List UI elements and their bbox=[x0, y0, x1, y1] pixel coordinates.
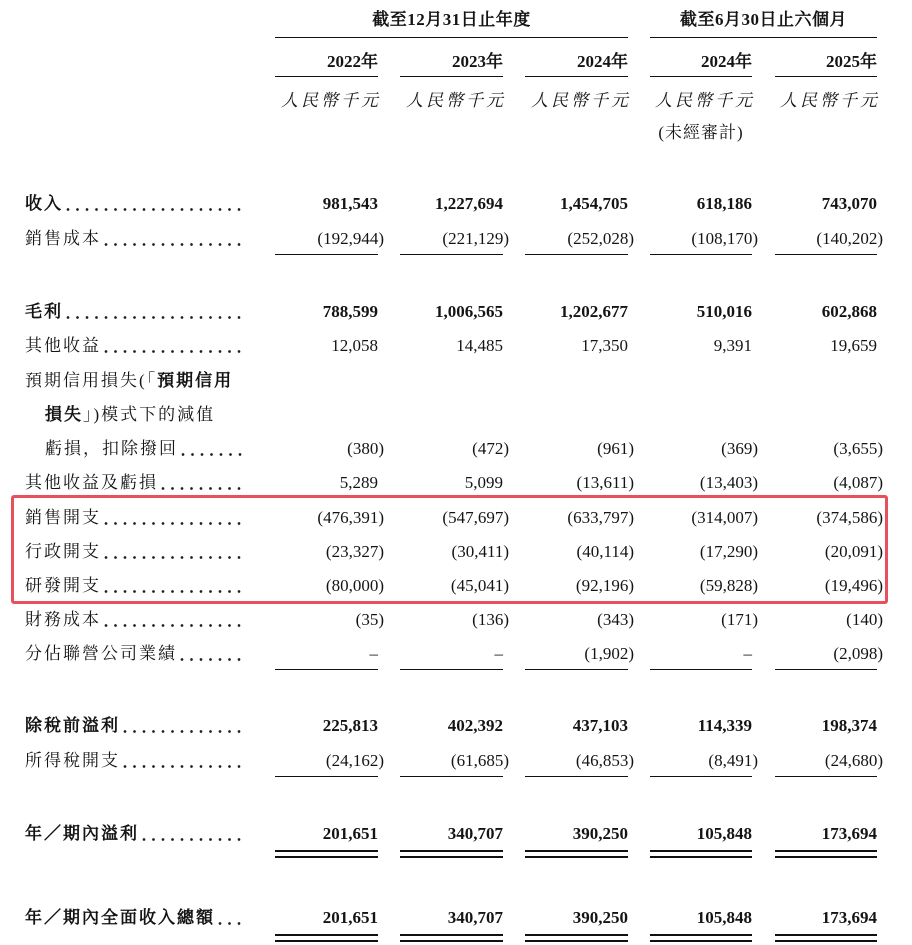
year-label: 2025年 bbox=[826, 52, 877, 71]
dot-leader bbox=[142, 822, 245, 846]
value-2025-interim bbox=[775, 574, 883, 598]
currency-label-2025-interim bbox=[775, 89, 880, 113]
value-2024-interim bbox=[650, 574, 758, 598]
row-label-text: 其他收益 bbox=[25, 336, 101, 355]
cell-value: 743,070 bbox=[821, 194, 877, 213]
row-label bbox=[25, 574, 245, 598]
value-2024 bbox=[525, 540, 634, 564]
cell-value: 1,227,694 bbox=[435, 194, 503, 213]
cell-value: (24,680) bbox=[824, 751, 883, 770]
value-2023 bbox=[400, 227, 509, 251]
value-2022 bbox=[275, 471, 378, 495]
row-label-defined-term: 損失 bbox=[45, 405, 83, 424]
unaudited-note: (未經審計) bbox=[658, 123, 744, 142]
row-label-text: 財務成本 bbox=[25, 610, 101, 629]
cell-value: (633,797) bbox=[567, 508, 634, 527]
row-other-gains-losses bbox=[0, 471, 912, 495]
dot-leader bbox=[104, 506, 245, 530]
value-2023 bbox=[400, 192, 503, 216]
row-label bbox=[25, 471, 245, 495]
year-label: 2024年 bbox=[577, 52, 628, 71]
currency-text: 人民幣千元 bbox=[780, 91, 880, 110]
value-2024-interim bbox=[650, 608, 758, 632]
cell-value: 510,016 bbox=[696, 302, 752, 321]
value-2025-interim bbox=[775, 471, 883, 495]
row-income-tax bbox=[0, 749, 912, 773]
value-2024 bbox=[525, 749, 634, 773]
value-2023 bbox=[400, 300, 503, 324]
dot-leader bbox=[104, 334, 245, 358]
cell-value: 1,006,565 bbox=[435, 302, 503, 321]
value-2024-interim bbox=[650, 506, 758, 530]
value-2024 bbox=[525, 608, 634, 632]
cell-value: – bbox=[369, 644, 378, 663]
dot-leader bbox=[66, 300, 245, 324]
cell-value: (369) bbox=[721, 439, 758, 458]
cell-value: – bbox=[494, 644, 503, 663]
value-2024 bbox=[525, 227, 634, 251]
year-label: 2022年 bbox=[327, 52, 378, 71]
row-label bbox=[25, 506, 245, 530]
value-2022 bbox=[275, 227, 384, 251]
value-2023 bbox=[400, 334, 503, 358]
cell-value: (30,411) bbox=[451, 542, 509, 561]
row-revenue bbox=[0, 192, 912, 216]
cell-value: 17,350 bbox=[581, 336, 628, 355]
value-2024 bbox=[525, 300, 628, 324]
value-2022 bbox=[275, 749, 384, 773]
value-2024 bbox=[525, 822, 628, 846]
value-2023 bbox=[400, 906, 503, 930]
cell-value: 788,599 bbox=[322, 302, 378, 321]
value-2024 bbox=[525, 574, 634, 598]
cell-value: (17,290) bbox=[699, 542, 758, 561]
row-label-text: 分佔聯營公司業績 bbox=[25, 644, 177, 663]
row-label-text: 研發開支 bbox=[25, 576, 101, 595]
row-gross-profit bbox=[0, 300, 912, 324]
row-label-text: 預期信用損失(「 bbox=[25, 371, 158, 390]
value-2024 bbox=[525, 192, 628, 216]
cell-value: – bbox=[743, 644, 752, 663]
row-label bbox=[45, 437, 245, 461]
row-label bbox=[25, 300, 245, 324]
currency-label-2022 bbox=[275, 89, 381, 113]
year-header-2023 bbox=[400, 50, 503, 74]
cell-value: (4,087) bbox=[833, 473, 883, 492]
row-share-of-associates bbox=[0, 642, 912, 666]
dot-leader bbox=[104, 227, 245, 251]
value-2024-interim bbox=[650, 714, 752, 738]
value-2025-interim bbox=[775, 192, 877, 216]
value-2025-interim bbox=[775, 608, 883, 632]
dot-leader bbox=[218, 906, 245, 930]
cell-value: 19,659 bbox=[830, 336, 877, 355]
cell-value: 402,392 bbox=[447, 716, 503, 735]
row-label-text: 」)模式下的減值 bbox=[83, 405, 216, 424]
row-other-income bbox=[0, 334, 912, 358]
value-2022 bbox=[275, 642, 378, 666]
cell-value: (221,129) bbox=[442, 229, 509, 248]
row-total-comprehensive-income bbox=[0, 906, 912, 930]
value-2024 bbox=[525, 642, 634, 666]
row-label bbox=[25, 334, 245, 358]
value-2024-interim bbox=[650, 906, 752, 930]
year-header-2024 bbox=[525, 50, 628, 74]
value-2022 bbox=[275, 822, 378, 846]
currency-text: 人民幣千元 bbox=[281, 91, 381, 110]
row-label bbox=[25, 906, 245, 930]
value-2024-interim bbox=[650, 300, 752, 324]
row-admin-expenses bbox=[0, 540, 912, 564]
cell-value: 225,813 bbox=[322, 716, 378, 735]
year-header-2025-interim bbox=[775, 50, 877, 74]
value-2025-interim bbox=[775, 227, 883, 251]
cell-value: (92,196) bbox=[575, 576, 634, 595]
cell-value: (140) bbox=[846, 610, 883, 629]
row-label bbox=[25, 192, 245, 216]
cell-value: (343) bbox=[597, 610, 634, 629]
cell-value: 105,848 bbox=[696, 824, 752, 843]
value-2023 bbox=[400, 642, 503, 666]
value-2023 bbox=[400, 437, 509, 461]
value-2022 bbox=[275, 334, 378, 358]
row-profit-for-period bbox=[0, 822, 912, 846]
value-2024 bbox=[525, 437, 634, 461]
currency-row bbox=[0, 89, 912, 113]
row-label-text: 銷售成本 bbox=[25, 229, 101, 248]
cell-value: 1,454,705 bbox=[560, 194, 628, 213]
cell-value: 9,391 bbox=[713, 336, 752, 355]
value-2025-interim bbox=[775, 714, 877, 738]
row-label-defined-term: 預期信用 bbox=[157, 371, 234, 390]
value-2024 bbox=[525, 506, 634, 530]
cell-value: (476,391) bbox=[317, 508, 384, 527]
cell-value: 173,694 bbox=[821, 908, 877, 927]
value-2022 bbox=[275, 300, 378, 324]
value-2024-interim bbox=[650, 822, 752, 846]
row-label bbox=[25, 608, 245, 632]
cell-value: 602,868 bbox=[821, 302, 877, 321]
cell-value: (192,944) bbox=[317, 229, 384, 248]
row-label bbox=[25, 540, 245, 564]
value-2024 bbox=[525, 334, 628, 358]
cell-value: 105,848 bbox=[696, 908, 752, 927]
cell-value: 390,250 bbox=[572, 908, 628, 927]
cell-value: (45,041) bbox=[450, 576, 509, 595]
value-2023 bbox=[400, 540, 509, 564]
row-label-text: 收入 bbox=[25, 194, 63, 213]
value-2022 bbox=[275, 506, 384, 530]
row-label-text: 虧損，扣除撥回 bbox=[45, 439, 178, 458]
year-header-2022 bbox=[275, 50, 378, 74]
value-2024 bbox=[525, 471, 634, 495]
row-label-text: 年／期內溢利 bbox=[25, 824, 139, 843]
currency-text: 人民幣千元 bbox=[655, 91, 755, 110]
cell-value: 618,186 bbox=[696, 194, 752, 213]
cell-value: 5,099 bbox=[464, 473, 503, 492]
currency-text: 人民幣千元 bbox=[531, 91, 631, 110]
cell-value: (80,000) bbox=[325, 576, 384, 595]
cell-value: 14,485 bbox=[456, 336, 503, 355]
cell-value: 173,694 bbox=[821, 824, 877, 843]
dot-leader bbox=[181, 437, 245, 461]
dot-leader bbox=[104, 574, 245, 598]
annual-period-header: 截至12月31日止年度 bbox=[275, 8, 628, 32]
row-label bbox=[25, 642, 245, 666]
row-label bbox=[25, 822, 245, 846]
year-header-2024-interim bbox=[650, 50, 752, 74]
cell-value: (140,202) bbox=[816, 229, 883, 248]
row-label-text: 其他收益及虧損 bbox=[25, 473, 158, 492]
value-2025-interim bbox=[775, 822, 877, 846]
row-label-text: 行政開支 bbox=[25, 542, 101, 561]
cell-value: (108,170) bbox=[691, 229, 758, 248]
cell-value: (46,853) bbox=[575, 751, 634, 770]
dot-leader bbox=[123, 714, 245, 738]
value-2025-interim bbox=[775, 749, 883, 773]
value-2025-interim bbox=[775, 334, 877, 358]
cell-value: (13,611) bbox=[576, 473, 634, 492]
value-2025-interim bbox=[775, 642, 883, 666]
value-2023 bbox=[400, 608, 509, 632]
cell-value: (1,902) bbox=[584, 644, 634, 663]
row-label-text: 所得稅開支 bbox=[25, 751, 120, 770]
cell-value: (374,586) bbox=[816, 508, 883, 527]
cell-value: 198,374 bbox=[821, 716, 877, 735]
dot-leader bbox=[123, 749, 245, 773]
cell-value: (23,327) bbox=[325, 542, 384, 561]
cell-value: (171) bbox=[721, 610, 758, 629]
row-label bbox=[45, 403, 245, 427]
value-2022 bbox=[275, 540, 384, 564]
row-label bbox=[25, 227, 245, 251]
cell-value: (2,098) bbox=[833, 644, 883, 663]
cell-value: (136) bbox=[472, 610, 509, 629]
cell-value: (380) bbox=[347, 439, 384, 458]
cell-value: (59,828) bbox=[699, 576, 758, 595]
cell-value: 437,103 bbox=[572, 716, 628, 735]
year-header-row bbox=[0, 50, 912, 74]
cell-value: (8,491) bbox=[708, 751, 758, 770]
value-2023 bbox=[400, 574, 509, 598]
value-2024-interim bbox=[650, 642, 752, 666]
value-2025-interim bbox=[775, 906, 877, 930]
cell-value: 340,707 bbox=[447, 908, 503, 927]
cell-value: (24,162) bbox=[325, 751, 384, 770]
row-label-line bbox=[0, 403, 912, 427]
value-2024-interim bbox=[650, 227, 758, 251]
year-label: 2023年 bbox=[452, 52, 503, 71]
value-2022 bbox=[275, 608, 384, 632]
value-2024-interim bbox=[650, 471, 758, 495]
dot-leader bbox=[104, 540, 245, 564]
cell-value: (19,496) bbox=[824, 576, 883, 595]
cell-value: 201,651 bbox=[322, 824, 378, 843]
value-2022 bbox=[275, 192, 378, 216]
value-2022 bbox=[275, 906, 378, 930]
cell-value: (61,685) bbox=[450, 751, 509, 770]
cell-value: (20,091) bbox=[824, 542, 883, 561]
cell-value: 340,707 bbox=[447, 824, 503, 843]
value-2024-interim bbox=[650, 540, 758, 564]
cell-value: 1,202,677 bbox=[560, 302, 628, 321]
currency-label-2024-interim bbox=[650, 89, 755, 113]
value-2025-interim bbox=[775, 437, 883, 461]
cell-value: (314,007) bbox=[691, 508, 758, 527]
value-2023 bbox=[400, 471, 503, 495]
cell-value: (35) bbox=[355, 610, 384, 629]
row-label-text: 年／期內全面收入總額 bbox=[25, 908, 215, 927]
row-label-text: 銷售開支 bbox=[25, 508, 101, 527]
cell-value: 5,289 bbox=[339, 473, 378, 492]
row-label-text: 毛利 bbox=[25, 302, 63, 321]
row-finance-costs bbox=[0, 608, 912, 632]
cell-value: 390,250 bbox=[572, 824, 628, 843]
value-2023 bbox=[400, 714, 503, 738]
currency-label-2024 bbox=[525, 89, 631, 113]
cell-value: (3,655) bbox=[833, 439, 883, 458]
currency-label-2023 bbox=[400, 89, 506, 113]
row-label bbox=[25, 369, 245, 393]
cell-value: (961) bbox=[597, 439, 634, 458]
cell-value: 114,339 bbox=[697, 716, 752, 735]
row-label bbox=[25, 749, 245, 773]
value-2025-interim bbox=[775, 300, 877, 324]
dot-leader bbox=[161, 471, 245, 495]
value-2022 bbox=[275, 437, 384, 461]
year-label: 2024年 bbox=[701, 52, 752, 71]
value-2024-interim bbox=[650, 192, 752, 216]
cell-value: 201,651 bbox=[322, 908, 378, 927]
cell-value: (252,028) bbox=[567, 229, 634, 248]
value-2022 bbox=[275, 574, 384, 598]
audit-note-row bbox=[0, 121, 912, 145]
row-label-text: 除稅前溢利 bbox=[25, 716, 120, 735]
value-2023 bbox=[400, 822, 503, 846]
row-profit-before-tax bbox=[0, 714, 912, 738]
value-2024 bbox=[525, 714, 628, 738]
dot-leader bbox=[104, 608, 245, 632]
value-2024-interim bbox=[650, 437, 758, 461]
value-2025-interim bbox=[775, 540, 883, 564]
value-2022 bbox=[275, 714, 378, 738]
cell-value: (547,697) bbox=[442, 508, 509, 527]
row-selling-expenses bbox=[0, 506, 912, 530]
row-rnd-expenses bbox=[0, 574, 912, 598]
cell-value: (472) bbox=[472, 439, 509, 458]
value-2023 bbox=[400, 506, 509, 530]
cell-value: (40,114) bbox=[576, 542, 634, 561]
interim-period-header: 截至6月30日止六個月 bbox=[650, 8, 877, 32]
cell-value: 981,543 bbox=[322, 194, 378, 213]
value-2024 bbox=[525, 906, 628, 930]
value-2024-interim bbox=[650, 334, 752, 358]
currency-text: 人民幣千元 bbox=[406, 91, 506, 110]
row-label-line bbox=[0, 437, 912, 461]
dot-leader bbox=[180, 642, 245, 666]
row-label-line bbox=[0, 369, 912, 393]
value-2023 bbox=[400, 749, 509, 773]
value-2025-interim bbox=[775, 506, 883, 530]
value-2024-interim bbox=[650, 749, 758, 773]
cell-value: 12,058 bbox=[331, 336, 378, 355]
row-label bbox=[25, 714, 245, 738]
row-cost-of-sales bbox=[0, 227, 912, 251]
cell-value: (13,403) bbox=[699, 473, 758, 492]
dot-leader bbox=[66, 192, 245, 216]
